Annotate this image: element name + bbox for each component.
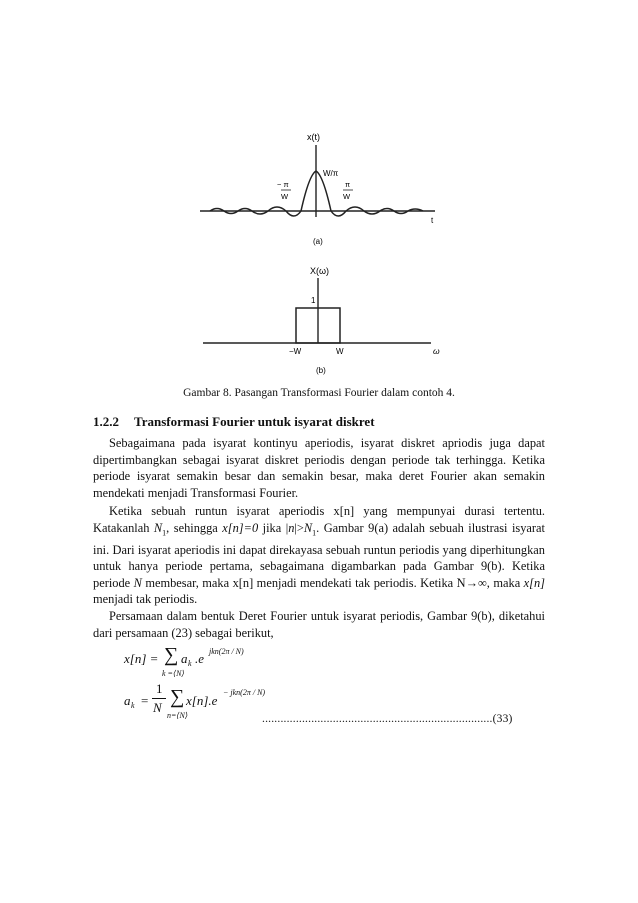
eq1-exponent: jkn(2π / N): [209, 647, 244, 656]
eq2-sum-symbol: ∑: [170, 686, 185, 708]
eq2-term: x[n].e: [186, 693, 218, 708]
figure-b-y-label: X(ω): [310, 266, 330, 276]
figure-b: [195, 262, 455, 377]
figure-a-t-label: t: [431, 216, 434, 225]
section-title: Transformasi Fourier untuk isyarat diskret: [134, 414, 375, 429]
p2-text-b: , sehingga: [166, 520, 223, 535]
figure-a-peak-label: W/π: [323, 169, 339, 178]
equation-leader: [262, 713, 513, 725]
figure-b-neg-w: −W: [289, 347, 302, 356]
p2-n2-sub: 1: [312, 528, 317, 538]
eq2-exponent: − jkn(2π / N): [223, 688, 266, 697]
p2-condition: x[n]=0: [222, 520, 259, 535]
figure-a: [195, 125, 455, 250]
figure-caption: Gambar 8. Pasangan Transformasi Fourier dalam contoh 4.: [183, 387, 455, 399]
figure-a-pos-label-top: π: [345, 180, 351, 189]
equation-number: (33): [492, 713, 513, 725]
p2-abs-n: n: [288, 520, 295, 535]
eq1-sum-symbol: ∑: [164, 644, 179, 666]
p2-text-c: jika |: [258, 520, 289, 535]
equation-dots: ...........................................................................: [262, 713, 493, 725]
p2-text-e: . Gambar 9(a) adalah sebuah ilustrasi isyarat ini. Dari isyarat aperiodis ini dapat direkayasa sebuah runtun periodis yang diperhitungkan untuk hanya periode pertama, sebagaimana digambarkan pada Gambar 9(b). Ketika periode: [93, 520, 545, 590]
eq1-lhs: x[n] =: [124, 651, 159, 666]
figure-a-y-label: x(t): [307, 132, 320, 142]
eq2-equals: =: [141, 693, 149, 708]
p2-n1-sub: 1: [162, 528, 167, 538]
eq2-lhs-subscript: k: [131, 701, 135, 710]
p2-xn: x[n]: [523, 575, 545, 590]
eq1-mid: .e: [195, 651, 205, 666]
figure-a-neg-label-top: − π: [277, 180, 289, 189]
figure-a-pos-label-bottom: W: [343, 192, 351, 201]
paragraph-3: Persamaan dalam bentuk Deret Fourier untuk isyarat periodis, Gambar 9(b), diketahui dari persamaan (23) sebagai berikut,: [93, 609, 545, 640]
eq1-term: a: [181, 651, 188, 666]
paragraph-2: [93, 503, 545, 608]
figure-b-pos-w: W: [336, 347, 344, 356]
figure-a-sub-label: (a): [313, 237, 323, 246]
eq2-lhs: a: [124, 693, 131, 708]
eq2-denominator: N: [153, 700, 162, 715]
equation-1: [124, 644, 324, 683]
figure-b-omega-label: ω: [433, 346, 440, 356]
figure-b-sub-label: (b): [316, 366, 326, 375]
p2-text-f: membesar, maka x[n] menjadi mendekati tak periodis. Ketika N→∞, maka: [141, 575, 524, 590]
p2-n2: N: [303, 520, 313, 535]
p2-text-g: menjadi tak periodis.: [93, 592, 198, 607]
paragraph-1: Sebagaimana pada isyarat kontinyu aperiodis, isyarat diskret apriodis juga dapat dipertimbangkan sebagai isyarat diskret periodis dengan periode tak terhingga. Ketika periode isyarat semakin besar dan semakin besar, maka deret Fourier akan semakin mendekati menjadi Transformasi Fourier.: [93, 436, 545, 500]
eq2-sum-subscript: n=⟨N⟩: [167, 711, 188, 720]
p2-text-a: Ketika sebuah runtun isyarat aperiodis x[n] yang mempunyai durasi tertentu. Katakanlah: [93, 504, 545, 535]
figure-b-height-label: 1: [311, 296, 316, 305]
p2-period-n: N: [133, 575, 142, 590]
p2-n1: N: [153, 520, 163, 535]
section-heading: [93, 414, 375, 430]
eq1-term-subscript: k: [188, 659, 192, 668]
p2-text-d: |>: [294, 520, 304, 535]
eq2-fraction-bar: [152, 698, 166, 699]
section-number: 1.2.2: [93, 414, 119, 429]
eq1-sum-subscript: k =⟨N⟩: [162, 669, 185, 678]
eq2-numerator: 1: [156, 681, 163, 696]
figure-a-neg-label-bottom: W: [281, 192, 289, 201]
